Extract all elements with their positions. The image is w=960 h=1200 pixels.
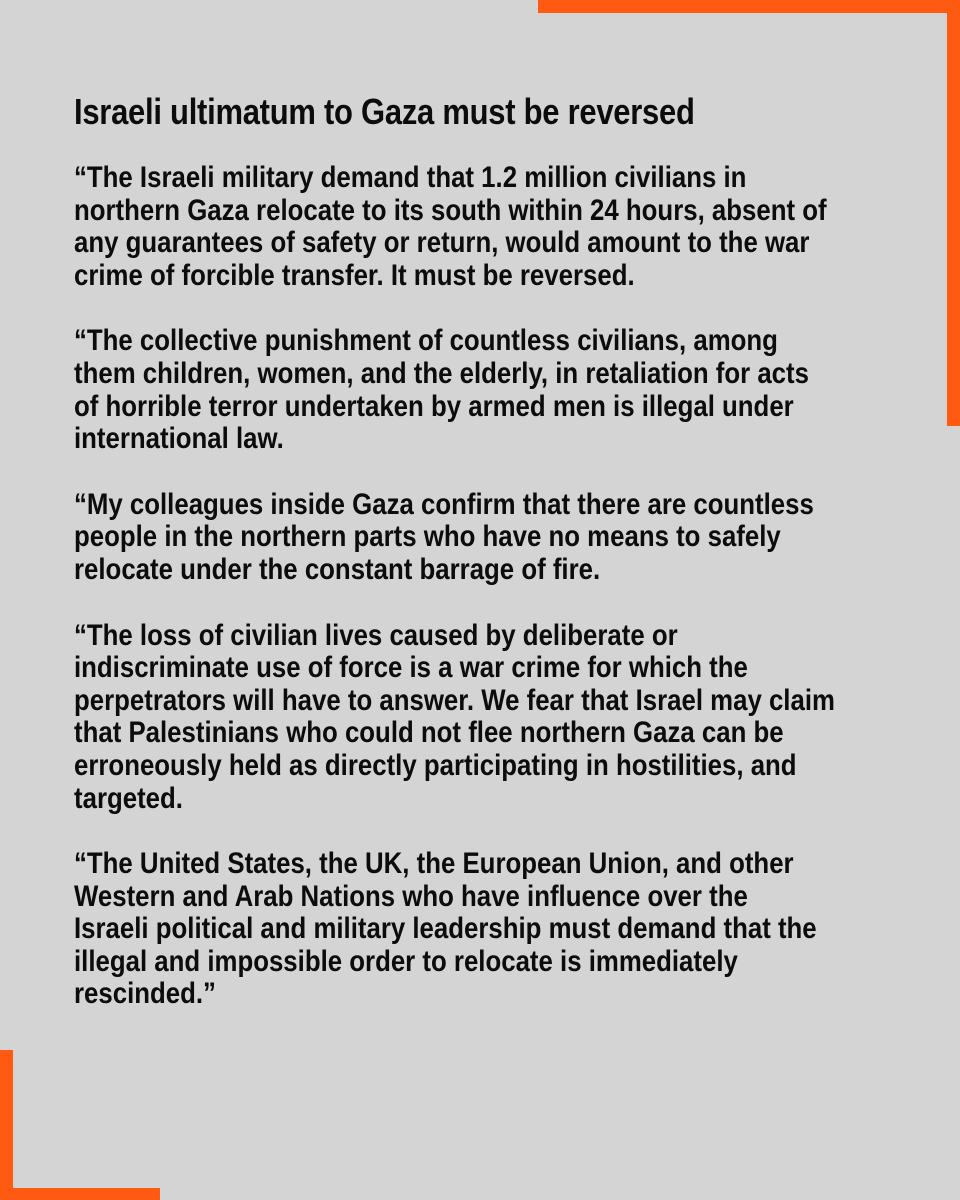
- corner-bracket-top-right-vertical: [947, 0, 960, 426]
- corner-bracket-bottom-left-horizontal: [0, 1188, 160, 1200]
- paragraph-line: rescinded.”: [74, 977, 216, 1011]
- paragraph-line: “My colleagues inside Gaza confirm that there are countless: [74, 487, 814, 521]
- paragraph-line: any guarantees of safety or return, would amount to the war: [74, 226, 810, 260]
- corner-bracket-top-right-horizontal: [538, 0, 960, 13]
- paragraph-line: perpetrators will have to answer. We fear that Israel may claim: [74, 683, 835, 717]
- statement-body: [74, 90, 924, 1044]
- paragraph-line: Western and Arab Nations who have influence over the: [74, 879, 748, 913]
- paragraph-line: northern Gaza relocate to its south within 24 hours, absent of: [74, 193, 827, 227]
- paragraph-line: crime of forcible transfer. It must be reversed.: [74, 258, 635, 292]
- paragraph-4: [74, 620, 924, 816]
- paragraph-line: “The loss of civilian lives caused by deliberate or: [74, 618, 678, 652]
- paragraph-line: Israeli political and military leadership must demand that the: [74, 912, 817, 946]
- paragraph-1: [74, 162, 924, 292]
- paragraph-line: “The collective punishment of countless civilians, among: [74, 324, 778, 358]
- paragraph-line: that Palestinians who could not flee northern Gaza can be: [74, 716, 784, 750]
- paragraph-line: illegal and impossible order to relocate is immediately: [74, 944, 738, 978]
- paragraph-5: [74, 848, 924, 1011]
- corner-bracket-bottom-left-vertical: [0, 1050, 13, 1200]
- paragraph-line: indiscriminate use of force is a war crime for which the: [74, 651, 748, 685]
- paragraph-line: relocate under the constant barrage of fire.: [74, 552, 601, 586]
- paragraph-line: them children, women, and the elderly, in retaliation for acts: [74, 356, 809, 390]
- paragraph-line: “The United States, the UK, the European Union, and other: [74, 847, 794, 881]
- paragraph-line: people in the northern parts who have no means to safely: [74, 520, 781, 554]
- paragraph-line: “The Israeli military demand that 1.2 million civilians in: [74, 161, 747, 194]
- paragraph-line: international law.: [74, 422, 284, 456]
- paragraph-3: [74, 489, 924, 587]
- paragraph-line: erroneously held as directly participating in hostilities, and: [74, 748, 797, 782]
- headline: Israeli ultimatum to Gaza must be reversed: [74, 91, 695, 132]
- paragraph-line: of horrible terror undertaken by armed men is illegal under: [74, 389, 794, 423]
- paragraph-line: targeted.: [74, 781, 183, 815]
- paragraph-2: [74, 325, 924, 455]
